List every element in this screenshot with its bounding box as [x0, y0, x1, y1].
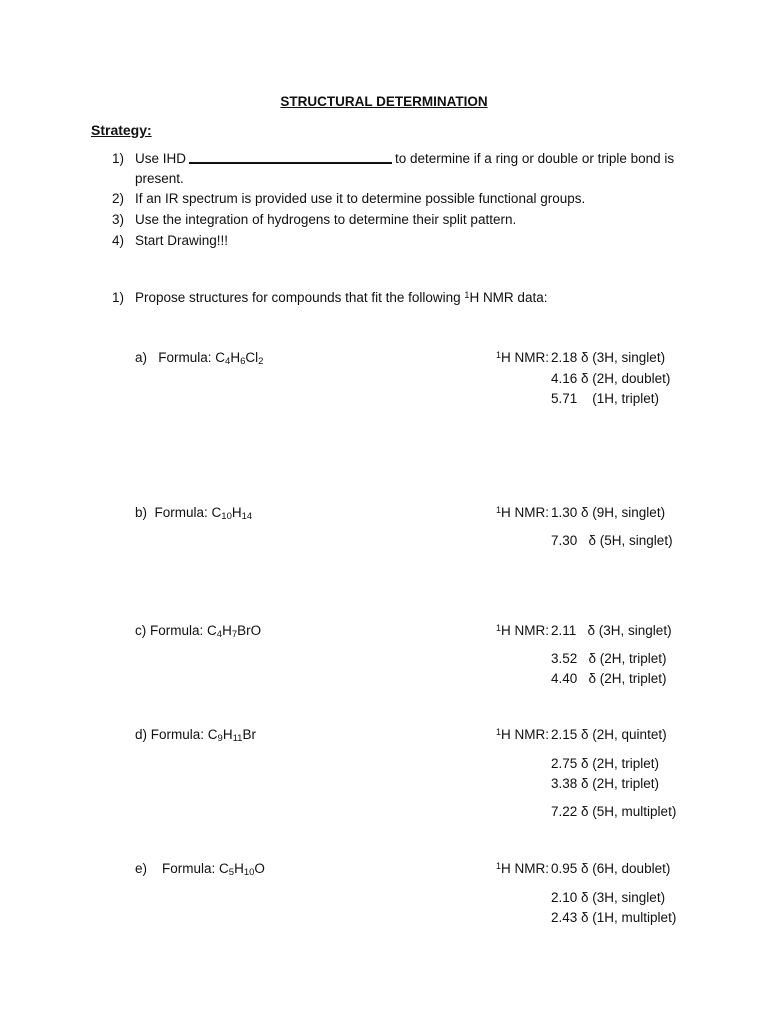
nmr-peak: 3.52 δ (2H, triplet): [551, 651, 667, 666]
problem-formula: e) Formula: $C_5H_{10}O$: [135, 861, 265, 878]
strategy-step-2: If an IR spectrum is provided use it to determine possible functional groups.: [135, 191, 586, 206]
strategy-step-text: to determine if a ring or double or triple bond is: [395, 151, 675, 166]
formula-subscript: 4: [225, 356, 231, 367]
strategy-step-number: 3): [111, 212, 124, 227]
nmr-peak: 2.10 δ (3H, singlet): [551, 890, 666, 905]
nmr-peak: 5.71 (1H, triplet): [551, 391, 660, 406]
nmr-peak: 2.11 δ (3H, singlet): [551, 623, 672, 638]
nmr-peak: 0.95 δ (6H, doublet): [551, 861, 671, 876]
problem-formula: d) Formula: $C_9H_{11}Br$: [135, 727, 256, 744]
problem-formula: c) Formula: $C_4H_7BrO$: [135, 623, 262, 640]
formula-subscript: 7: [231, 629, 238, 640]
strategy-step-1: [135, 150, 674, 168]
fill-in-blank: [189, 150, 392, 164]
formula-subscript: 9: [217, 733, 223, 744]
nmr-label: $^1$H NMR:: [496, 861, 550, 876]
nmr-peak: 2.15 δ (2H, quintet): [551, 727, 667, 742]
formula-subscript: 10: [221, 511, 232, 522]
nmr-label: $^1$H NMR:: [496, 727, 550, 742]
page-title: STRUCTURAL DETERMINATION: [280, 94, 488, 109]
nmr-peak: 2.75 δ (2H, triplet): [551, 756, 660, 771]
nmr-peak: 2.18 δ (3H, singlet): [551, 350, 666, 365]
strategy-step-number: 4): [111, 233, 124, 248]
nmr-label: $^1$H NMR:: [496, 505, 550, 520]
strategy-step-number: 1): [111, 151, 124, 166]
formula-subscript: 2: [258, 356, 264, 367]
formula-subscript: 6: [240, 356, 246, 367]
strategy-step-3: Use the integration of hydrogens to determine their split pattern.: [135, 212, 517, 227]
formula-subscript: 10: [243, 867, 255, 878]
nmr-label: $^1$H NMR:: [496, 623, 550, 638]
nmr-peak: 1.30 δ (9H, singlet): [551, 505, 666, 520]
formula-subscript: 5: [228, 867, 235, 878]
nmr-peak: 3.38 δ (2H, triplet): [551, 776, 660, 791]
formula-subscript: 11: [232, 733, 243, 744]
question-number: 1): [111, 290, 124, 305]
strategy-step-number: 2): [111, 191, 124, 206]
formula-subscript: 4: [216, 629, 223, 640]
formula-subscript: 14: [241, 511, 253, 522]
problem-formula: a) Formula: $C_4H_6Cl_2$: [135, 350, 264, 367]
strategy-step-1-continuation: present.: [135, 171, 184, 186]
nmr-peak: 4.40 δ (2H, triplet): [551, 671, 667, 686]
question-text: Propose structures for compounds that fit the following $^1$H NMR data:: [135, 290, 548, 305]
nmr-peak: 4.16 δ (2H, doublet): [551, 371, 671, 386]
strategy-heading: Strategy:: [91, 122, 152, 138]
nmr-label: $^1$H NMR:: [496, 350, 550, 365]
nmr-peak: 7.22 δ (5H, multiplet): [551, 804, 677, 819]
strategy-step-text: Use IHD: [135, 151, 187, 166]
problem-formula: b) Formula: $C_{10}H_{14}$: [135, 505, 253, 522]
nmr-peak: 2.43 δ (1H, multiplet): [551, 910, 677, 925]
nmr-peak: 7.30 δ (5H, singlet): [551, 533, 673, 548]
strategy-step-4: Start Drawing!!!: [135, 233, 229, 248]
